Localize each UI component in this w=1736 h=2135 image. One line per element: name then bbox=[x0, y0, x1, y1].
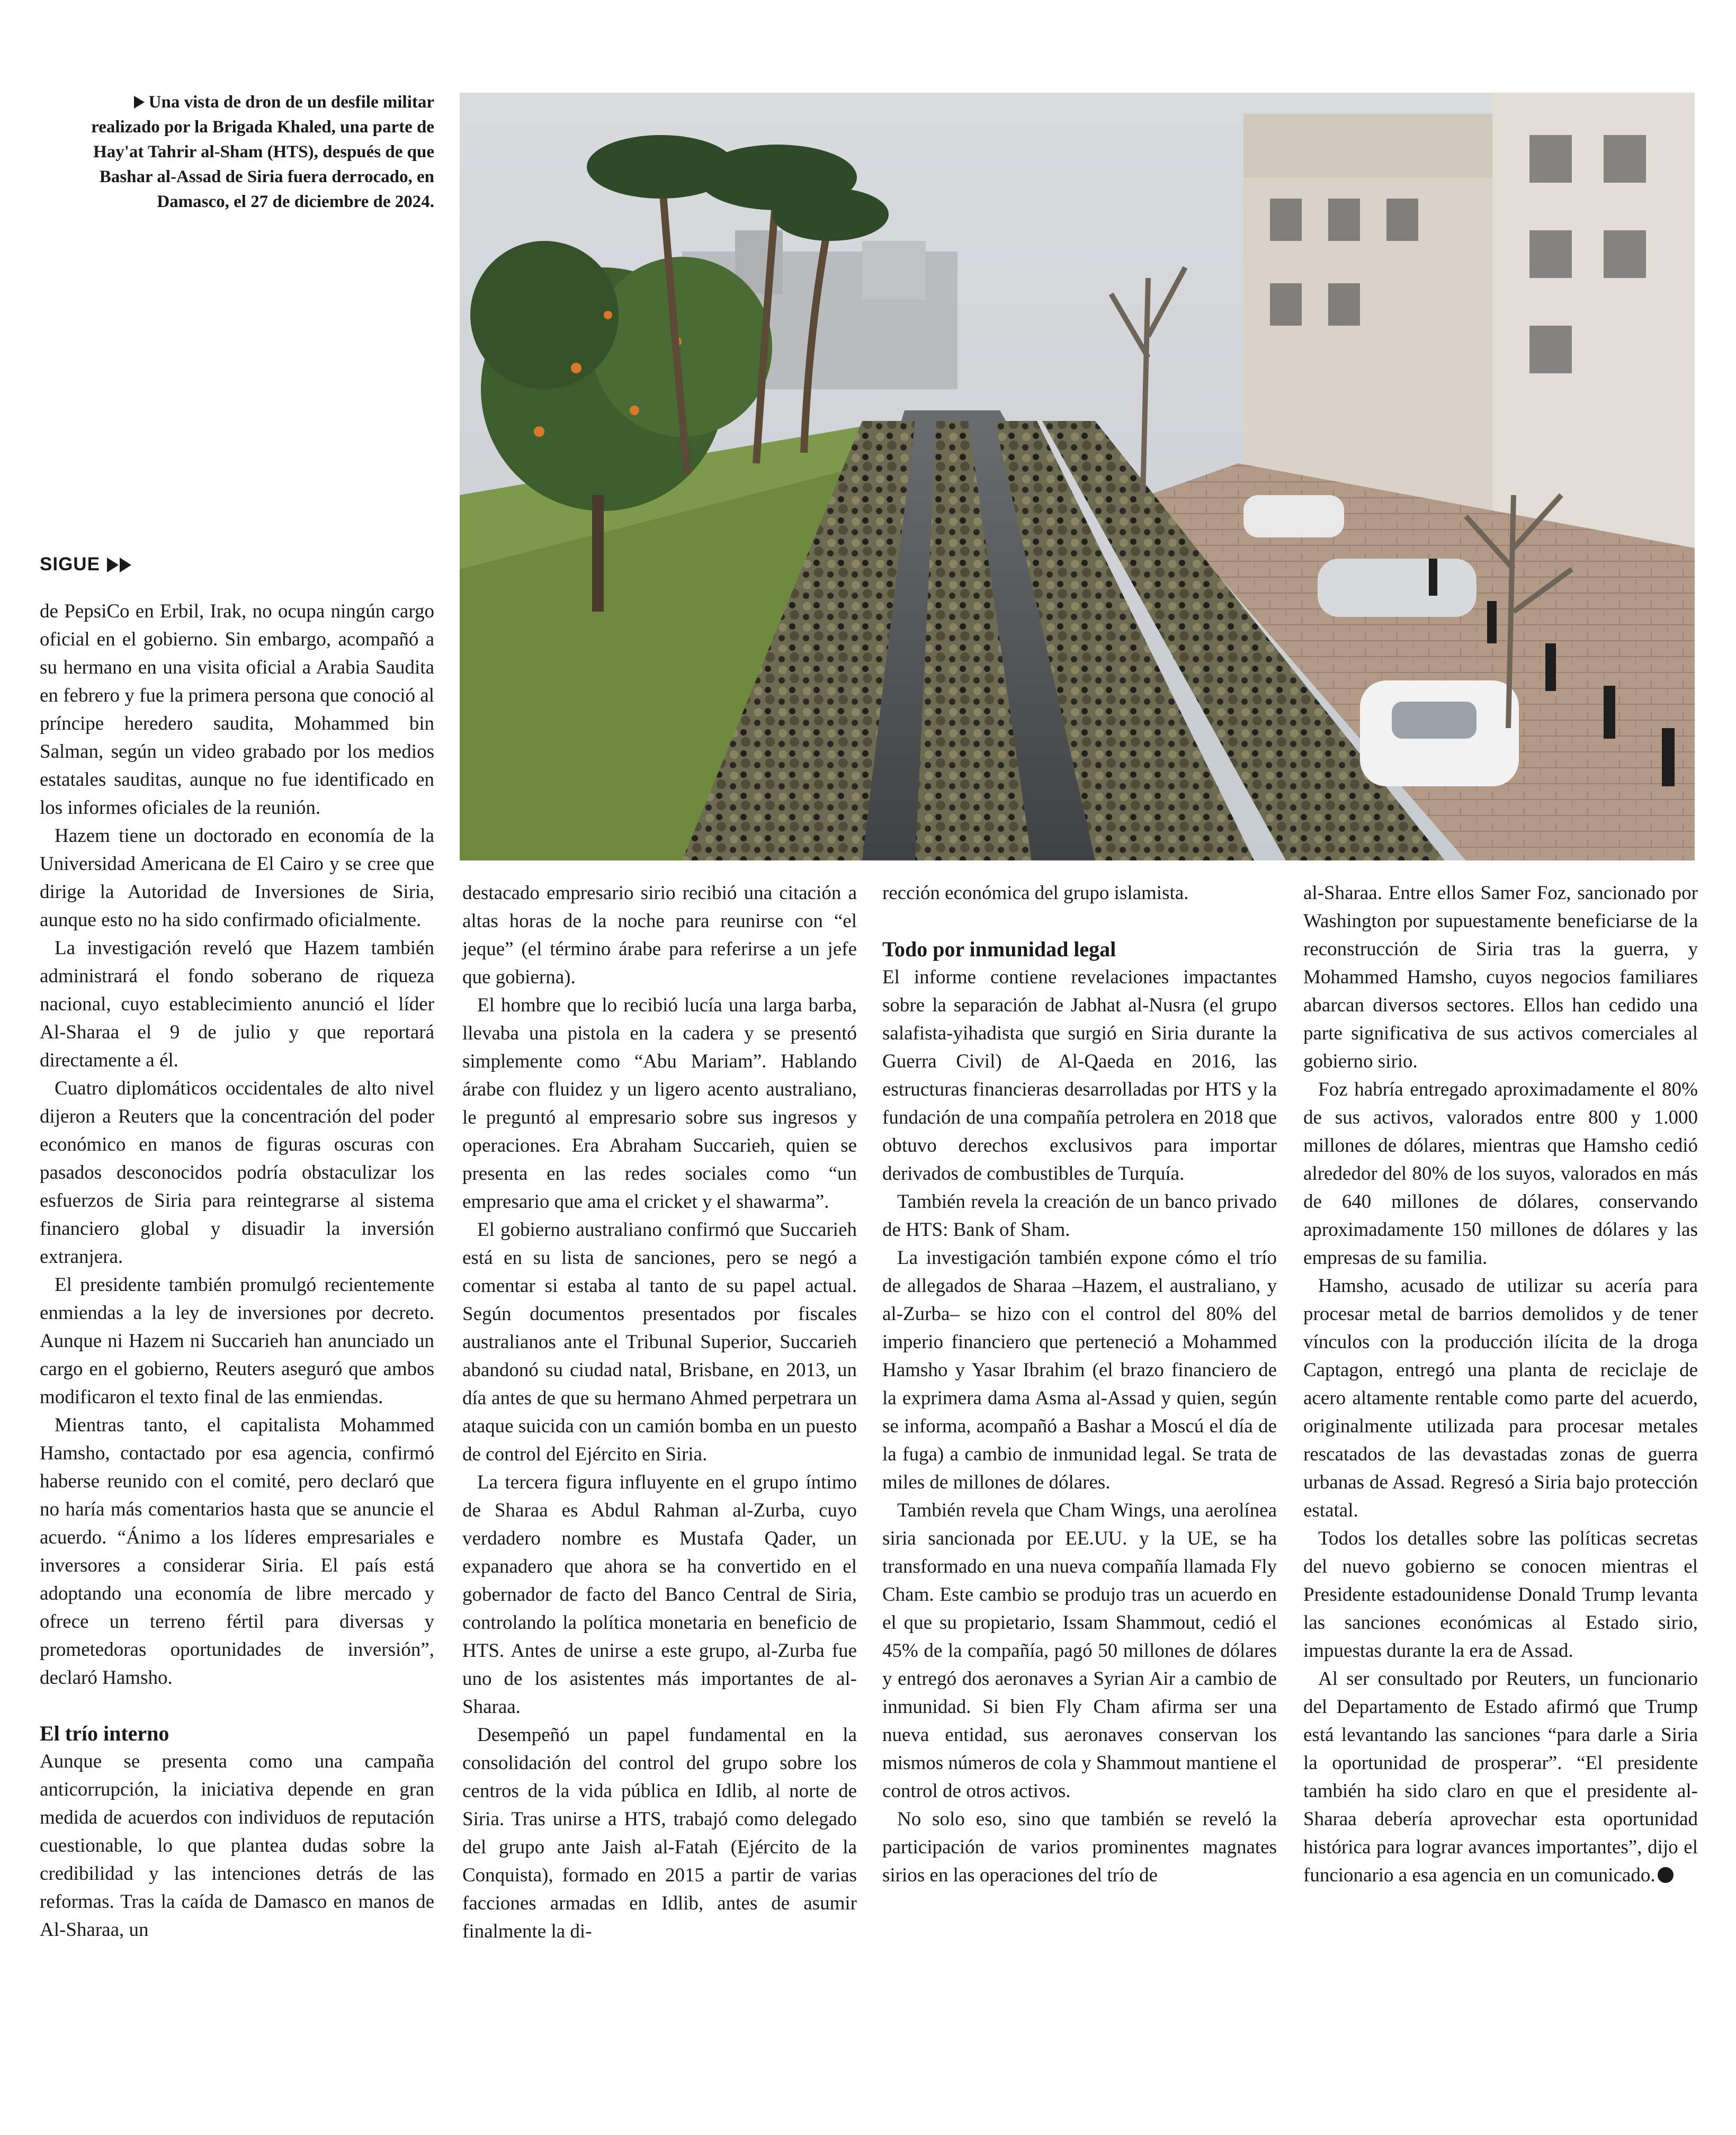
paragraph: La investigación también expone cómo el trío de allegados de Sharaa –Hazem, el australiano, y al-Zurba– se hizo con el control del 80% del imperio financiero que perteneció a Mohammed Hamsho y Yasar Ibrahim (el brazo financiero de la exprimera dama Asma al-Assad y quien, según se informa, acompañó a Bashar a Moscú el día de la fuga) a cambio de inmunidad legal. Se trata de miles de millones de dólares. bbox=[882, 1247, 1277, 1493]
arrow-right-icon bbox=[107, 558, 119, 572]
news-photo bbox=[460, 93, 1695, 860]
text-column-3 bbox=[882, 879, 1277, 1889]
paragraph: Hazem tiene un doctorado en economía de la Universidad Americana de El Cairo y se cree que dirige la Autoridad de Inversiones de Siria, aunque esto no ha sido confirmado oficialmente. bbox=[40, 825, 434, 931]
photo-caption bbox=[79, 90, 434, 214]
paragraph: al-Sharaa. Entre ellos Samer Foz, sancionado por Washington por supuestamente beneficiarse de la reconstrucción de Siria tras la guerra, y Mohammed Hamsho, cuyos negocios familiares abarcan diversos sectores. Ellos han cedido una parte significativa de sus activos comerciales al gobierno sirio. bbox=[1303, 882, 1698, 1072]
text-column-2 bbox=[462, 879, 857, 1945]
paragraph: El informe contiene revelaciones impactantes sobre la separación de Jabhat al-Nusra (el grupo salafista-yihadista que surgió en Siria durante la Guerra Civil) de Al-Qaeda en 2016, las estructuras financieras desarrolladas por HTS y la fundación de una compañía petrolera en 2018 que obtuvo derechos exclusivos para importar derivados de combustibles de Turquía. bbox=[882, 966, 1277, 1185]
paragraph: Todos los detalles sobre las políticas secretas del nuevo gobierno se conocen mientras el Presidente estadounidense Donald Trump levanta las sanciones económicas al Estado sirio, impuestas durante la era de Assad. bbox=[1303, 1528, 1698, 1662]
paragraph: Desempeñó un papel fundamental en la consolidación del control del grupo sobre los centros de la vida pública en Idlib, al norte de Siria. Tras unirse a HTS, trabajó como delegado del grupo ante Jaish al-Fatah (Ejército de la Conquista), formado en 2015 a partir de varias facciones armadas en Idlib, antes de asumir finalmente la di- bbox=[462, 1724, 857, 1942]
arrow-right-icon bbox=[120, 558, 131, 572]
text-column-4 bbox=[1303, 879, 1698, 1889]
paragraph: El gobierno australiano confirmó que Succarieh está en su lista de sanciones, pero se negó a comentar si estaba al tanto de su papel actual. Según documentos presentados por fiscales australianos ante el Tribunal Superior, Succarieh abandonó su ciudad natal, Brisbane, en 2013, un día antes de que su hermano Ahmed perpetrara un ataque suicida con un camión bomba en un puesto de control del Ejército en Siria. bbox=[462, 1219, 857, 1465]
continue-label: SIGUE bbox=[40, 554, 100, 575]
paragraph: El hombre que lo recibió lucía una larga barba, llevaba una pistola en la cadera y se presentó simplemente como “Abu Mariam”. Hablando árabe con fluidez y un ligero acento australiano, le preguntó al empresario sobre sus ingresos y operaciones. Era Abraham Succarieh, quien se presenta en las redes sociales como “un empresario que ama el cricket y el shawarma”. bbox=[462, 994, 857, 1213]
paragraph: También revela que Cham Wings, una aerolínea siria sancionada por EE.UU. y la UE, se ha transformado en una nueva compañía llamada Fly Cham. Este cambio se produjo tras un acuerdo en el que su propietario, Issam Shammout, cedió el 45% de la compañía, pagó 50 millones de dólares y entregó dos aeronaves a Syrian Air a cambio de inmunidad. Si bien Fly Cham afirma ser una nueva entidad, sus aeronaves conservan los mismos números de cola y Shammout mantiene el control de otros activos. bbox=[882, 1500, 1277, 1802]
continue-marker bbox=[40, 554, 131, 575]
paragraph: Aunque se presenta como una campaña anticorrupción, la iniciativa depende en gran medida de acuerdos con individuos de reputación cuestionable, lo que plantea dudas sobre la credibilidad y las intenciones detrás de las reformas. Tras la caída de Damasco en manos de Al-Sharaa, un bbox=[40, 1751, 434, 1941]
paragraph: La investigación reveló que Hazem también administrará el fondo soberano de riqueza nacional, cuyo establecimiento anunció el líder Al-Sharaa el 9 de julio y que reportará directamente a él. bbox=[40, 937, 434, 1071]
paragraph: Cuatro diplomáticos occidentales de alto nivel dijeron a Reuters que la concentración del poder económico en manos de figuras oscuras con pasados desconocidos podría obstaculizar los esfuerzos de Siria para reintegrarse al sistema financiero global y disuadir la inversión extranjera. bbox=[40, 1078, 434, 1268]
paragraph: Hamsho, acusado de utilizar su acería para procesar metal de barrios demolidos y de tener vínculos con la producción ilícita de la droga Captagon, entregó una planta de reciclaje de acero altamente rentable como parte del acuerdo, originalmente utilizada para procesar metales rescatados de las devastadas zonas de guerra urbanas de Assad. Regresó a Siria bajo protección estatal. bbox=[1303, 1275, 1698, 1521]
caption-triangle-icon bbox=[134, 96, 145, 109]
paragraph: Foz habría entregado aproximadamente el 80% de sus activos, valorados entre 800 y 1.000 millones de dólares, mientras que Hamsho cedió alrededor del 80% de los suyos, valorados en más de 640 millones de dólares, conservando aproximadamente 150 millones de dólares y las empresas de su familia. bbox=[1303, 1079, 1698, 1269]
caption-text: Una vista de dron de un desfile militar realizado por la Brigada Khaled, una parte de Hay'at Tahrir al-Sham (HTS), después de que Bashar al-Assad de Siria fuera derrocado, en Damasco, el 27 de diciembre de 2024. bbox=[91, 93, 434, 211]
paragraph: de PepsiCo en Erbil, Irak, no ocupa ningún cargo oficial en el gobierno. Sin embargo, acompañó a su hermano en una visita oficial a Arabia Saudita en febrero y fue la primera persona que conoció al príncipe heredero saudita, Mohammed bin Salman, según un video grabado por los medios estatales sauditas, aunque no fue identificado en los informes oficiales de la reunión. bbox=[40, 600, 434, 819]
paragraph: destacado empresario sirio recibió una citación a altas horas de la noche para reunirse con “el jeque” (el término árabe para referirse a un jefe que gobierna). bbox=[462, 882, 857, 988]
end-of-article-icon bbox=[1658, 1867, 1674, 1883]
paragraph: También revela la creación de un banco privado de HTS: Bank of Sham. bbox=[882, 1191, 1277, 1241]
section-heading: El trío interno bbox=[40, 1721, 169, 1745]
paragraph: El presidente también promulgó recientemente enmiendas a la ley de inversiones por decreto. Aunque ni Hazem ni Succarieh han anunciado un cargo en el gobierno, Reuters aseguró que ambos modificaron el texto final de las enmiendas. bbox=[40, 1274, 434, 1408]
paragraph: La tercera figura influyente en el grupo íntimo de Sharaa es Abdul Rahman al-Zurba, cuyo verdadero nombre es Mustafa Qader, un expanadero que ahora se ha convertido en el gobernador de facto del Banco Central de Siria, controlando la política monetaria en beneficio de HTS. Antes de unirse a este grupo, al-Zurba fue uno de los asistentes más importantes de al-Sharaa. bbox=[462, 1472, 857, 1718]
paragraph: Al ser consultado por Reuters, un funcionario del Departamento de Estado afirmó que Trump está levantando las sanciones “para darle a Siria la oportunidad de prosperar”. “El presidente también ha sido claro en que el presidente al-Sharaa debería aprovechar esta oportunidad histórica para lograr avances importantes”, dijo el funcionario a esa agencia en un comunicado. bbox=[1303, 1668, 1698, 1886]
paragraph: Mientras tanto, el capitalista Mohammed Hamsho, contactado por esa agencia, confirmó haberse reunido con el comité, pero declaró que no haría más comentarios hasta que se anuncie el acuerdo. “Ánimo a los líderes empresariales e inversores a considerar Siria. El país está adoptando una economía de libre mercado y ofrece un terreno fértil para diversas y prometedoras oportunidades de inversión”, declaró Hamsho. bbox=[40, 1414, 434, 1689]
paragraph: No solo eso, sino que también se reveló la participación de varios prominentes magnates sirios en las operaciones del trío de bbox=[882, 1808, 1277, 1886]
section-heading: Todo por inmunidad legal bbox=[882, 937, 1116, 961]
paragraph: rección económica del grupo islamista. bbox=[882, 882, 1189, 904]
drone-photo-military-parade-damascus-icon bbox=[460, 93, 1695, 860]
text-column-1 bbox=[40, 597, 434, 1944]
